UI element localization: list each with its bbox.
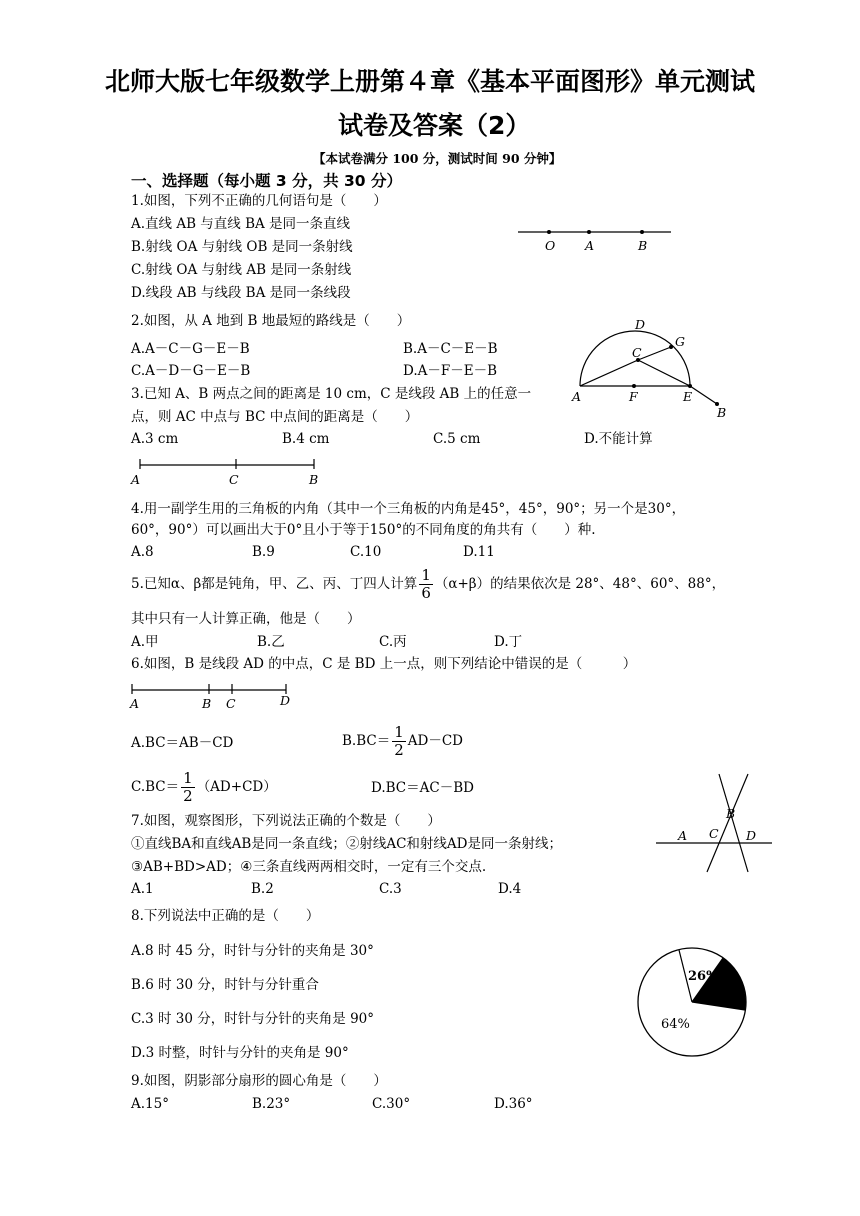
q5-stem-pre: 5.已知α、β都是钝角，甲、乙、丙、丁四人计算 — [131, 576, 418, 592]
q9-option-b: B.23° — [252, 1096, 291, 1112]
q2-label-f: F — [629, 389, 638, 404]
q4-option-d: D.11 — [463, 544, 495, 560]
q8-option-a: A.8 时 45 分，时针与分针的夹角是 30° — [131, 943, 374, 959]
q7-option-c: C.3 — [379, 881, 402, 897]
q3-option-b: B.4 cm — [282, 431, 330, 447]
q6-option-c-pre: C.BC＝ — [131, 779, 180, 795]
q7-label-c: C — [709, 826, 719, 841]
q3-label-c: C — [229, 472, 239, 487]
q3-label-b: B — [309, 472, 319, 487]
q2-route-figure — [565, 315, 735, 423]
q5-frac-numerator: 1 — [421, 566, 431, 584]
q6-segment-figure — [128, 680, 298, 714]
q3-segment-figure — [128, 455, 328, 491]
q4-option-c: C.10 — [350, 544, 382, 560]
q1-option-b: B.射线 OA 与射线 OB 是同一条射线 — [131, 239, 353, 255]
q8-option-b: B.6 时 30 分，时针与分针重合 — [131, 977, 319, 993]
q5-option-c: C.丙 — [379, 634, 407, 650]
q9-option-a: A.15° — [131, 1096, 169, 1112]
q5-stem-post: （α+β）的结果依次是 28°、48°、60°、88°， — [434, 576, 726, 592]
q4-stem-line1: 4.用一副学生用的三角板的内角（其中一个三角板的内角是45°，45°，90°；另一个是30°， — [131, 501, 686, 517]
exam-note: 【本试卷满分 100 分，测试时间 90 分钟】 — [313, 151, 562, 166]
q2-option-a: A.A－C－G－E－B — [131, 341, 250, 357]
q7-label-b: B — [726, 806, 736, 821]
q6-c-frac-denominator: 2 — [183, 787, 193, 805]
q6-c-frac-numerator: 1 — [183, 769, 193, 787]
q4-stem-line2: 60°，90°）可以画出大于0°且小于等于150°的不同角度的角共有（ ）种. — [131, 522, 596, 538]
q3-label-a: A — [131, 472, 141, 487]
q9-label-64: 64% — [661, 1017, 690, 1032]
q5-option-b: B.乙 — [257, 634, 285, 650]
q5-stem-line2: 其中只有一人计算正确，他是（ ） — [131, 611, 361, 627]
q3-stem-line1: 3.已知 A、B 两点之间的距离是 10 cm，C 是线段 AB 上的任意一 — [131, 386, 532, 402]
q6-option-a: A.BC＝AB－CD — [131, 735, 234, 751]
q9-label-26: 26% — [688, 969, 719, 984]
q6-option-b — [342, 724, 463, 759]
q6-option-c — [131, 770, 277, 805]
q1-stem: 1.如图，下列不正确的几何语句是（ ） — [131, 193, 387, 209]
page-title-line2: 试卷及答案（2） — [338, 111, 531, 140]
q5-frac-denominator: 6 — [421, 584, 431, 602]
q6-label-a: A — [130, 696, 140, 711]
q1-line-figure — [515, 220, 675, 260]
q7-stem: 7.如图，观察图形，下列说法正确的个数是（ ） — [131, 813, 441, 829]
q9-option-d: D.36° — [494, 1096, 533, 1112]
q9-stem: 9.如图，阴影部分扇形的圆心角是（ ） — [131, 1073, 387, 1089]
q4-option-b: B.9 — [252, 544, 275, 560]
q8-option-c: C.3 时 30 分，时针与分针的夹角是 90° — [131, 1011, 374, 1027]
q8-option-d: D.3 时整，时针与分针的夹角是 90° — [131, 1045, 349, 1061]
q6-option-b-fraction — [392, 724, 406, 759]
q3-option-c: C.5 cm — [433, 431, 481, 447]
q7-statement-line1: ①直线BA和直线AB是同一条直线；②射线AC和射线AD是同一条射线； — [131, 836, 562, 852]
q1-label-a: A — [585, 238, 595, 253]
q2-label-a: A — [572, 389, 582, 404]
page-title-line1: 北师大版七年级数学上册第４章《基本平面图形》单元测试 — [104, 67, 755, 96]
q7-label-d: D — [746, 828, 757, 843]
q7-lines-figure — [650, 772, 780, 877]
q2-option-b: B.A－C－E－B — [403, 341, 498, 357]
q6-b-frac-denominator: 2 — [394, 741, 404, 759]
q7-statement-line2: ③AB+BD>AD；④三条直线两两相交时，一定有三个交点. — [131, 859, 487, 875]
q4-option-a: A.8 — [131, 544, 154, 560]
q1-label-b: B — [638, 238, 648, 253]
q3-stem-line2: 点，则 AC 中点与 BC 中点间的距离是（ ） — [131, 409, 419, 425]
q7-option-d: D.4 — [498, 881, 522, 897]
q1-option-c: C.射线 OA 与射线 AB 是同一条射线 — [131, 262, 352, 278]
q3-option-a: A.3 cm — [131, 431, 179, 447]
q6-label-c: C — [226, 696, 236, 711]
q7-option-a: A.1 — [131, 881, 154, 897]
q2-label-e: E — [683, 389, 693, 404]
section-heading: 一、选择题（每小题 3 分，共 30 分） — [131, 172, 402, 190]
q5-fraction — [419, 567, 433, 602]
q1-option-a: A.直线 AB 与直线 BA 是同一条直线 — [131, 216, 351, 232]
q9-option-c: C.30° — [372, 1096, 411, 1112]
q8-stem: 8.下列说法中正确的是（ ） — [131, 908, 320, 924]
q1-label-o: O — [545, 238, 556, 253]
q6-option-b-pre: B.BC＝ — [342, 733, 391, 749]
q6-label-b: B — [202, 696, 212, 711]
q6-stem: 6.如图，B 是线段 AD 的中点，C 是 BD 上一点，则下列结论中错误的是（ ） — [131, 656, 637, 672]
q5-option-a: A.甲 — [131, 634, 159, 650]
q3-option-d: D.不能计算 — [584, 431, 653, 447]
q2-option-d: D.A－F－E－B — [403, 363, 498, 379]
q2-label-c: C — [632, 345, 642, 360]
q9-pie-figure — [630, 940, 755, 1065]
q7-option-b: B.2 — [251, 881, 274, 897]
q2-label-d: D — [635, 317, 646, 332]
q6-option-b-post: AD－CD — [407, 733, 463, 749]
q6-label-d: D — [280, 693, 291, 708]
q6-option-c-fraction — [181, 770, 195, 805]
q2-stem: 2.如图，从 A 地到 B 地最短的路线是（ ） — [131, 313, 411, 329]
q7-label-a: A — [678, 828, 688, 843]
q6-option-c-post: （AD+CD） — [196, 779, 277, 795]
q2-label-g: G — [675, 334, 685, 349]
q5-stem-line1 — [131, 567, 725, 602]
q5-option-d: D.丁 — [494, 634, 523, 650]
q6-option-d: D.BC＝AC－BD — [371, 780, 474, 796]
q1-option-d: D.线段 AB 与线段 BA 是同一条线段 — [131, 285, 351, 301]
q6-b-frac-numerator: 1 — [394, 723, 404, 741]
q2-label-b: B — [717, 405, 727, 420]
q2-option-c: C.A－D－G－E－B — [131, 363, 251, 379]
